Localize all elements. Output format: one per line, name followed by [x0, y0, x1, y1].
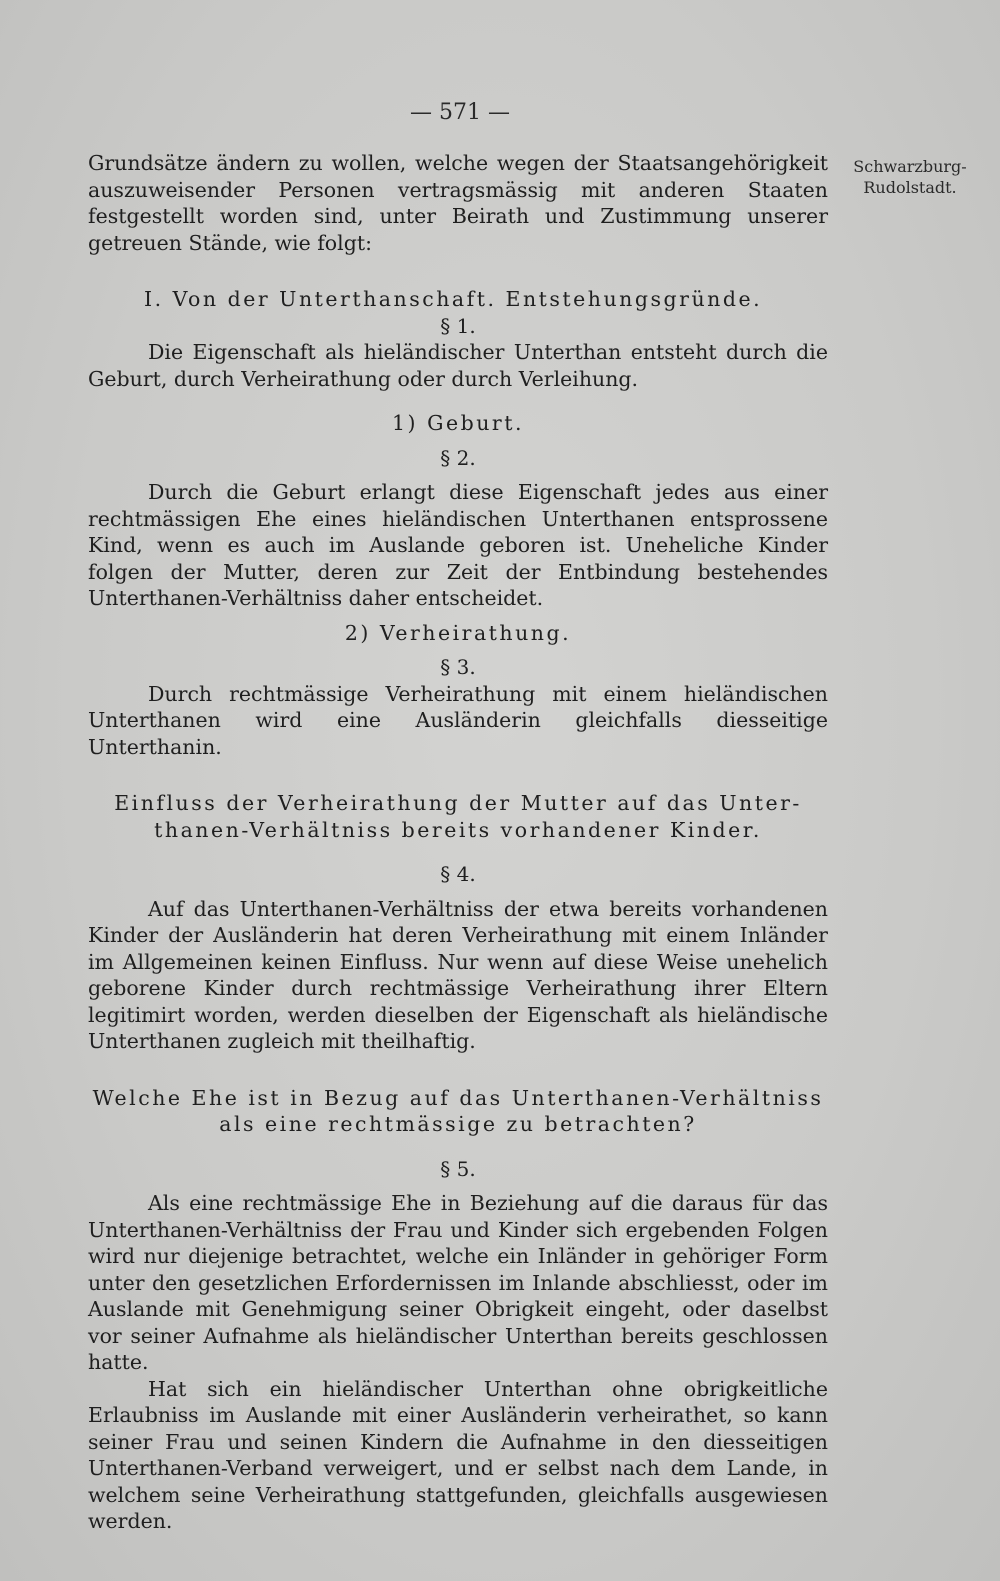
section-5-text-2: Hat sich ein hieländischer Unterthan ohne obrigkeitliche Erlaubniss im Auslande mit einer Ausländerin verheirathet, so kann seiner Frau und seinen Kindern die Aufnahme in den diesseitigen Unterthanen-Verband verweigert, und er selbst nach dem Lande, in welchem seine Verheirathung stattgefunden, gleichfalls ausgewiesen werden.	[88, 1376, 828, 1533]
section-mark-4: § 4.	[440, 862, 476, 886]
heading-marriage-validity-line-2: als eine rechtmässige zu betrachten?	[219, 1112, 697, 1136]
section-5-text-1: Als eine rechtmässige Ehe in Beziehung auf die daraus für das Unterthanen-Verhältniss der Frau und Kinder sich ergebenden Folgen wird nur diejenige betrachtet, welche ein Inländer in gehöriger Form unter den gesetzlichen Erfordernissen im Inlande abschliesst, oder im Auslande mit Genehmigung seiner Obrigkeit eingeht, oder daselbst vor seiner Aufnahme als hieländischer Unterthan bereits geschlossen hatte.	[88, 1191, 828, 1374]
margin-note-line: Schwarzburg-	[853, 157, 967, 176]
margin-note	[830, 156, 990, 198]
subheading-birth: 1) Geburt.	[392, 411, 524, 435]
section-4-text: Auf das Unterthanen-Verhältniss der etwa bereits vorhandenen Kinder der Ausländerin hat deren Verheirathung mit einem Inländer im Allgemeinen keinen Einfluss. Nur wenn auf diese Weise unehelich geborene Kinder durch rechtmässige Verheirathung ihrer Eltern legitimirt worden, werden dieselben der Eigenschaft als hieländische Unterthanen zugleich mit theilhaftig.	[88, 896, 828, 1053]
intro-paragraph: Grundsätze ändern zu wollen, welche wegen der Staatsangehörigkeit auszuweisender Personen vertragsmässig mit anderen Staaten festgestellt worden sind, unter Beirath und Zustimmung unserer getreuen Stände, wie folgt:	[88, 151, 828, 255]
margin-note-line: Rudolstadt.	[863, 178, 957, 197]
section-1-text: Die Eigenschaft als hieländischer Unterthan entsteht durch die Geburt, durch Verheirathung oder durch Verleihung.	[88, 340, 828, 391]
section-mark-1: § 1.	[440, 313, 476, 338]
section-mark-3: § 3.	[440, 655, 476, 679]
section-3-text: Durch rechtmässige Verheirathung mit einem hieländischen Unterthanen wird eine Ausländerin gleichfalls diesseitige Unterthanin.	[88, 681, 828, 759]
heading-influence-line-1: Einfluss der Verheirathung der Mutter auf das Unter-	[114, 791, 802, 815]
section-mark-2: § 2.	[440, 445, 476, 470]
subheading-marriage: 2) Verheirathung.	[344, 620, 572, 645]
heading-influence-line-2: thanen-Verhältniss bereits vorhandener Kinder.	[154, 817, 762, 842]
page-number: — 571 —	[410, 100, 510, 125]
body-text	[88, 150, 828, 1535]
chapter-heading: I. Von der Unterthanschaft. Entstehungsgründe.	[144, 287, 763, 311]
section-mark-5: § 5.	[440, 1156, 476, 1181]
section-2-text: Durch die Geburt erlangt diese Eigenschaft jedes aus einer rechtmässigen Ehe eines hieländischen Unterthanen entsprossene Kind, wenn es auch im Auslande geboren ist. Uneheliche Kinder folgen der Mutter, deren zur Zeit der Entbindung bestehendes Unterthanen-Verhältniss daher entscheidet.	[88, 480, 828, 610]
heading-marriage-validity-line-1: Welche Ehe ist in Bezug auf das Unterthanen-Verhältniss	[92, 1085, 824, 1110]
